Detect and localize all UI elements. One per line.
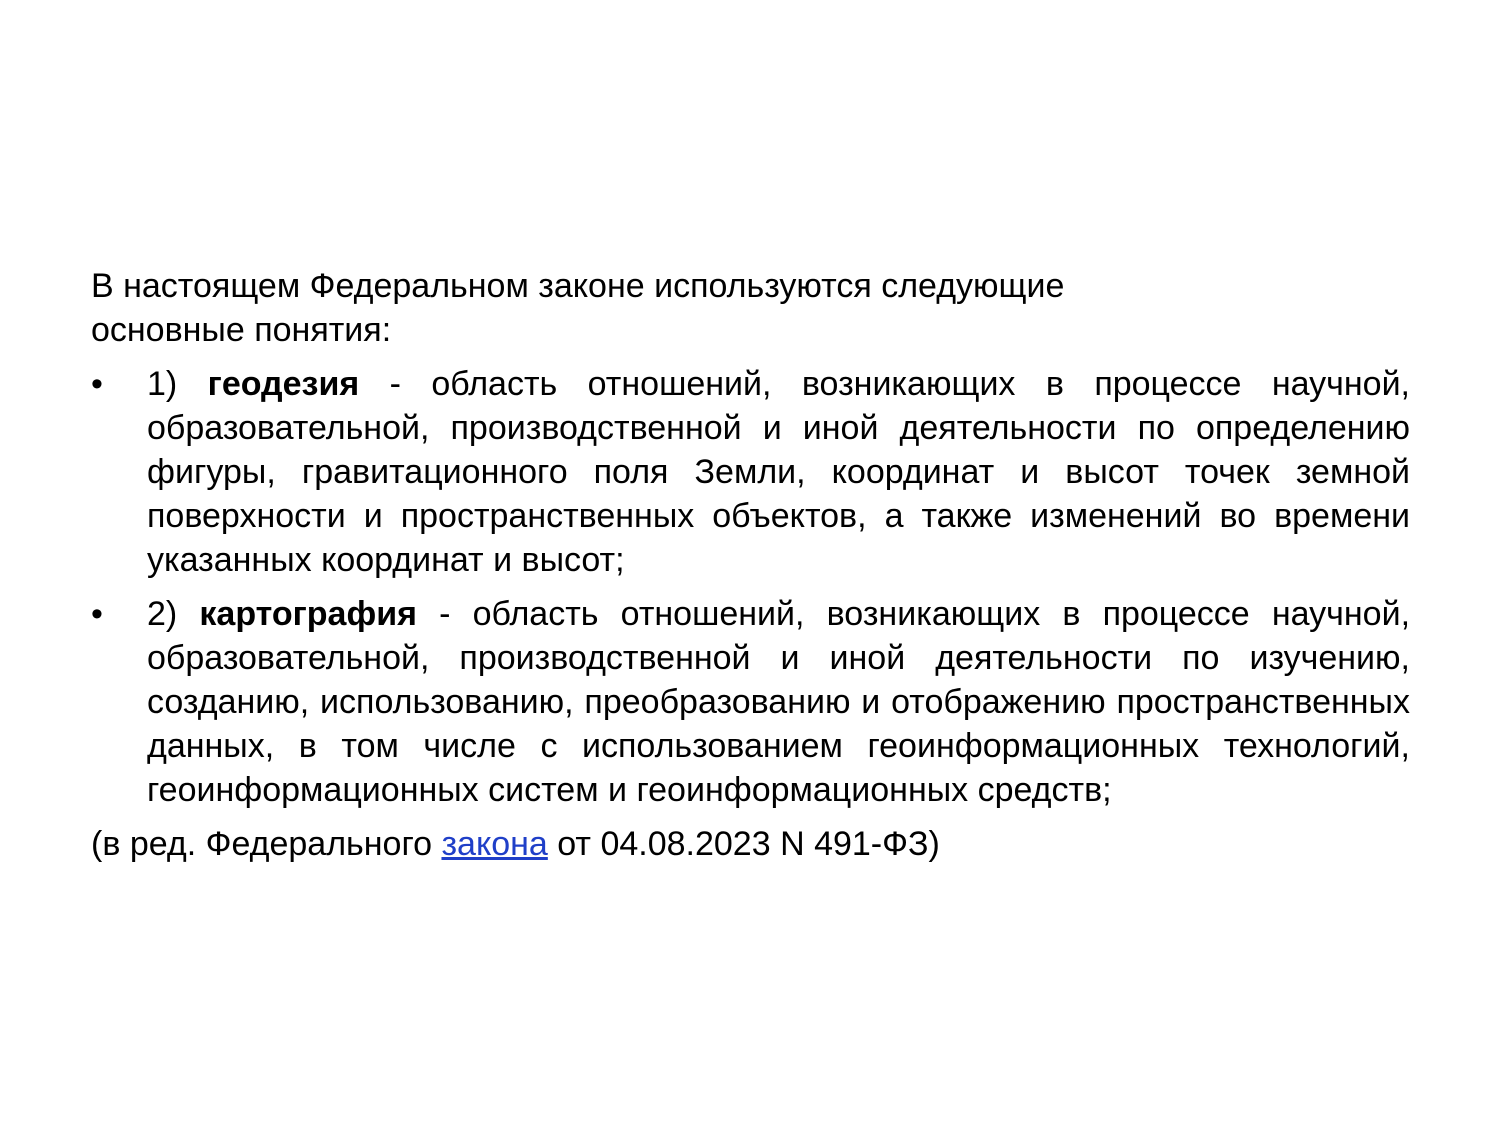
law-link[interactable]: закона bbox=[441, 825, 548, 863]
bullet-icon: • bbox=[91, 365, 103, 403]
definition-number: 2) bbox=[147, 595, 178, 633]
intro-line-2: основные понятия: bbox=[91, 311, 392, 349]
definition-number: 1) bbox=[147, 365, 178, 403]
definition-term: картография bbox=[199, 595, 417, 633]
amendment-note-suffix: от 04.08.2023 N 491-ФЗ) bbox=[547, 825, 940, 863]
amendment-note-prefix: (в ред. Федерального bbox=[91, 825, 442, 863]
definition-list bbox=[91, 362, 1410, 812]
intro-paragraph bbox=[91, 264, 1410, 352]
definition-text: - область отношений, возникающих в процессе научной, образовательной, производственной и иной деятельности по изучению, созданию, использованию, преобразованию и отображению пространственных данных, в том числе с использованием геоинформационных технологий, геоинформационных систем и геоинформационных средств; bbox=[147, 595, 1411, 809]
definition-item-geodesy bbox=[91, 362, 1410, 582]
slide-body bbox=[91, 264, 1410, 866]
amendment-note bbox=[91, 822, 1410, 866]
intro-line-1: В настоящем Федеральном законе используются следующие bbox=[91, 267, 1065, 305]
definition-item-cartography bbox=[91, 592, 1410, 812]
definition-term: геодезия bbox=[207, 365, 360, 403]
definition-text: - область отношений, возникающих в процессе научной, образовательной, производственной и иной деятельности по определению фигуры, гравитационного поля Земли, координат и высот точек земной поверхности и пространственных объектов, а также изменений во времени указанных координат и высот; bbox=[147, 365, 1411, 579]
bullet-icon: • bbox=[91, 595, 103, 633]
